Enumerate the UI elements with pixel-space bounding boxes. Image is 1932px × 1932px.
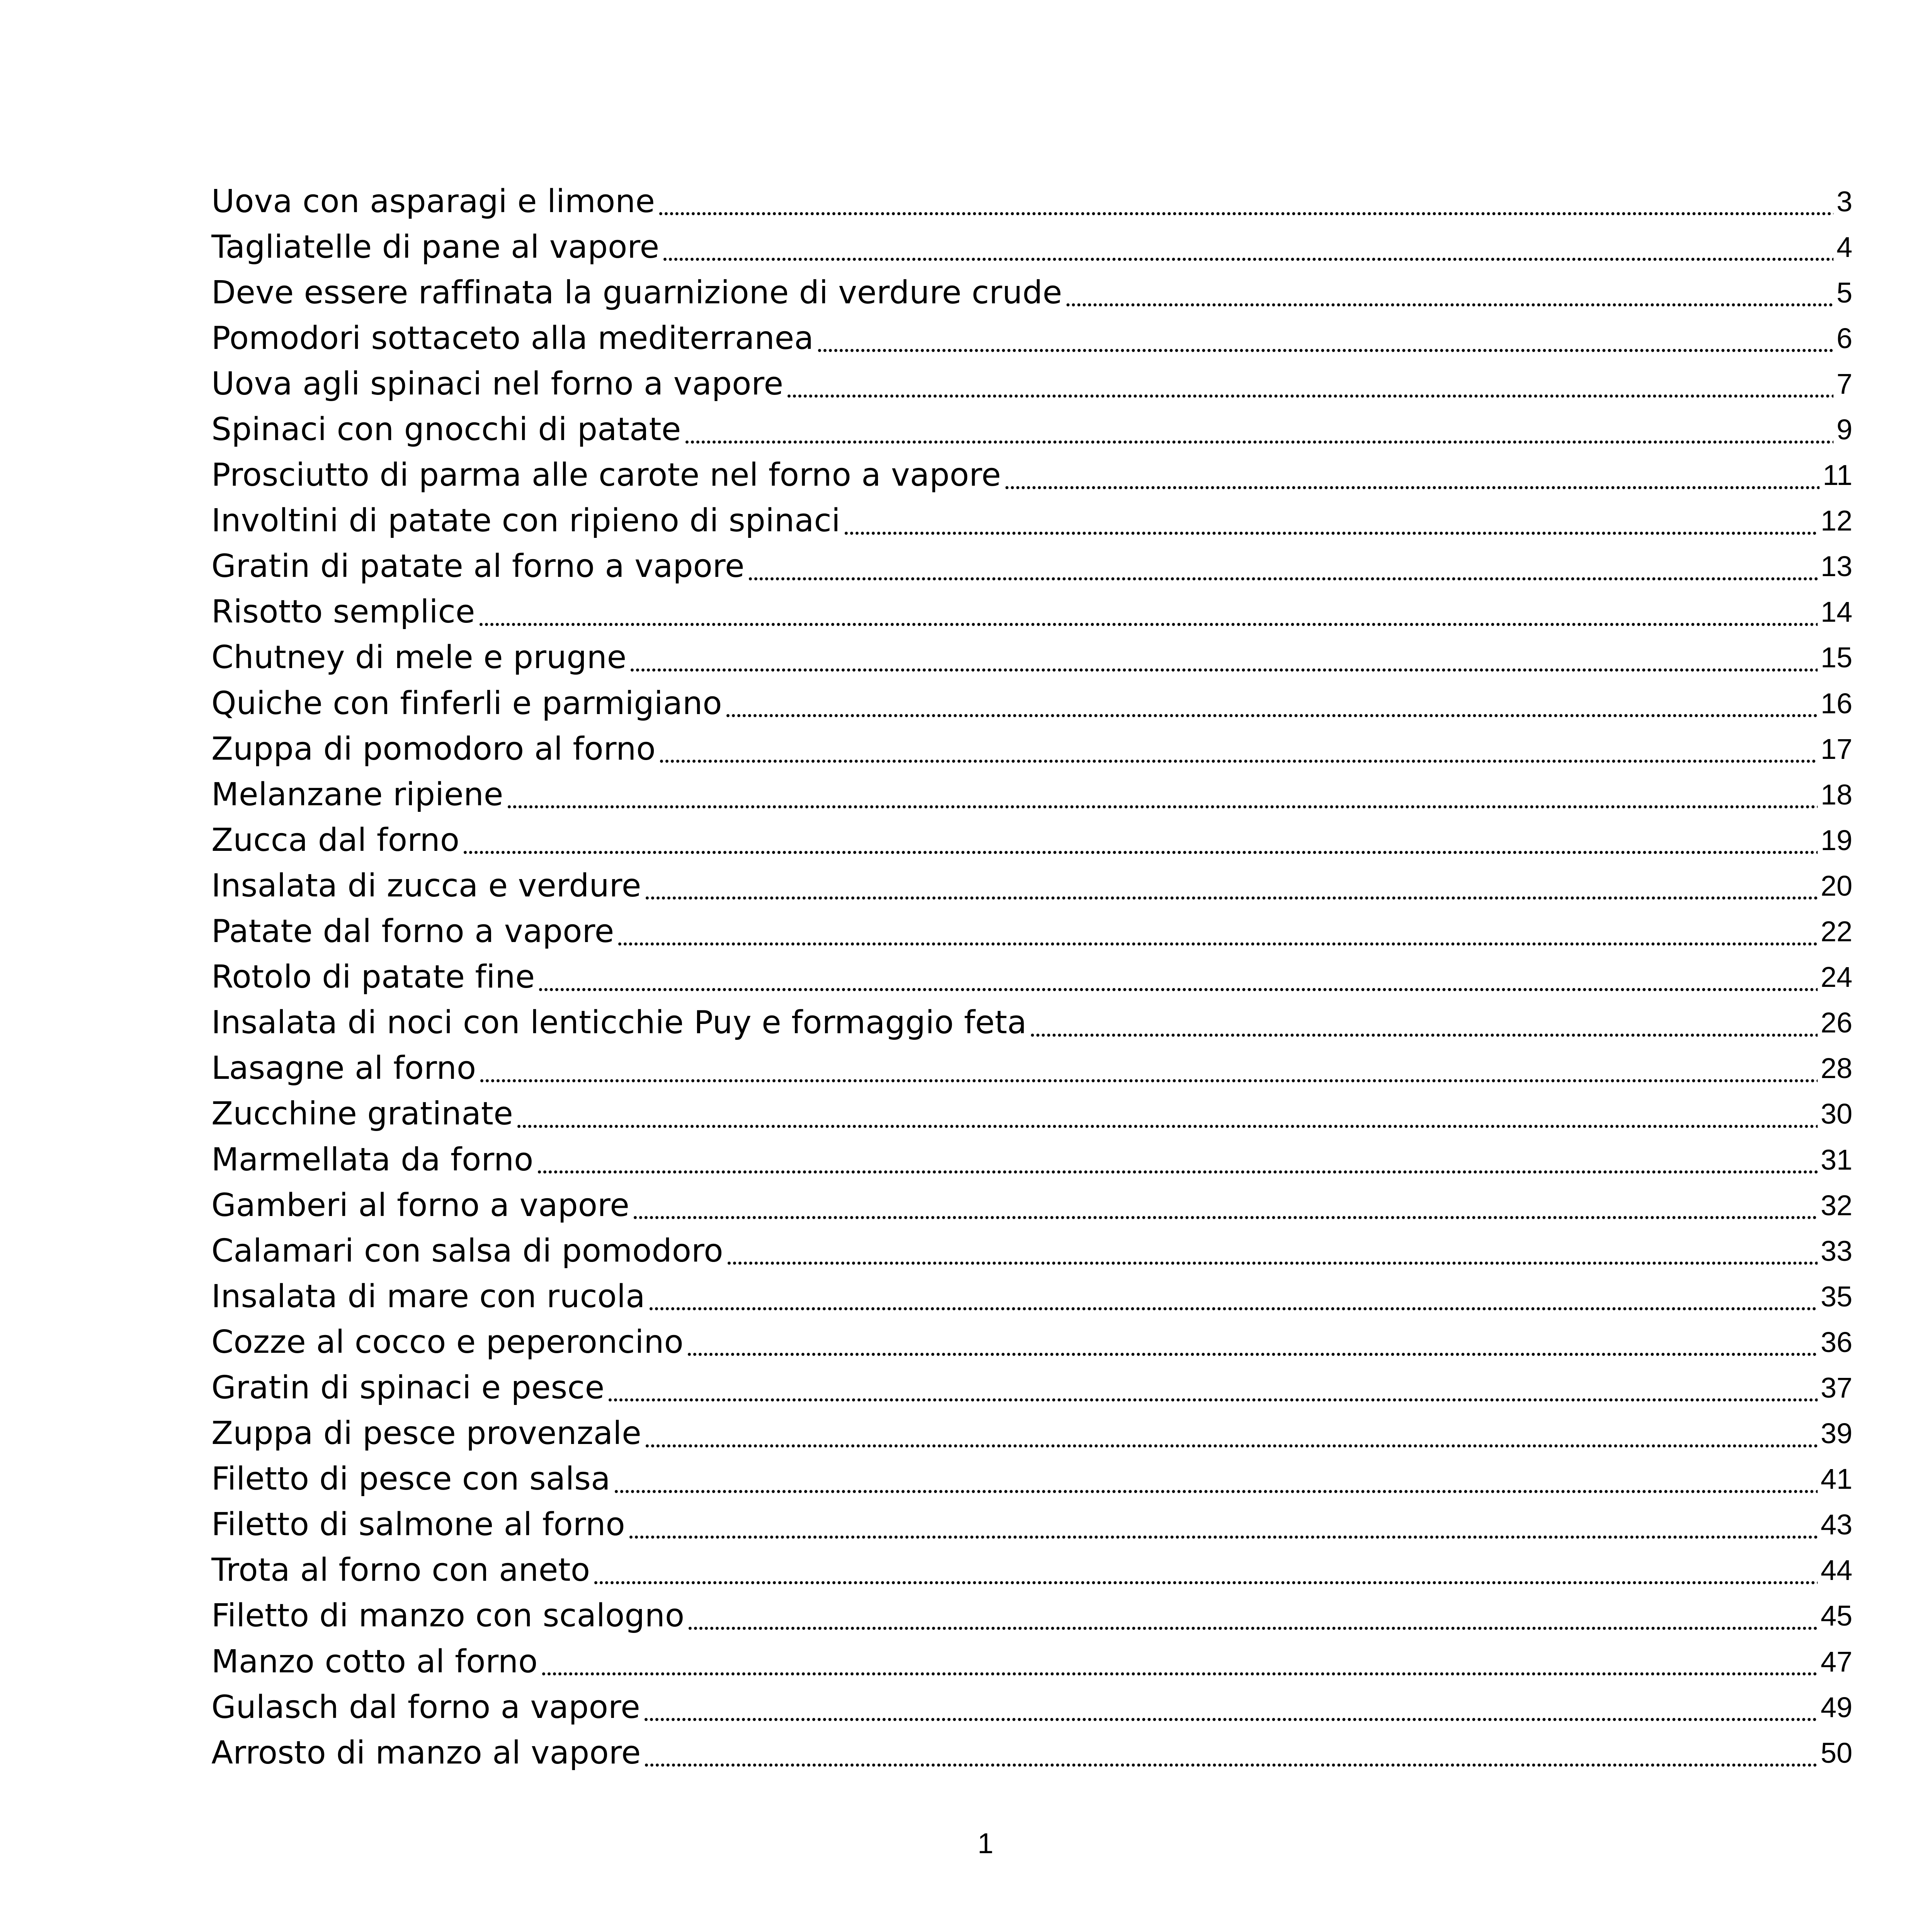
dot-leader <box>687 1600 1817 1632</box>
toc-entry[interactable] <box>211 863 1852 908</box>
toc-entry-title: Insalata di noci con lenticchie Puy e formaggio feta <box>211 1004 1027 1041</box>
toc-entry-page: 14 <box>1820 596 1852 628</box>
dot-leader <box>648 1281 1818 1312</box>
toc-entry-page: 16 <box>1820 687 1852 719</box>
toc-entry-title: Gratin di spinaci e pesce <box>211 1369 605 1406</box>
toc-entry-title: Insalata di mare con rucola <box>211 1278 645 1315</box>
dot-leader <box>516 1098 1818 1130</box>
toc-entry[interactable] <box>211 1319 1852 1365</box>
toc-entry-title: Zuppa di pesce provenzale <box>211 1415 641 1452</box>
toc-entry-page: 32 <box>1820 1189 1852 1221</box>
dot-leader <box>658 185 1833 217</box>
toc-entry-page: 11 <box>1823 459 1852 492</box>
dot-leader <box>684 414 1833 446</box>
toc-entry-title: Prosciutto di parma alle carote nel forno a vapore <box>211 457 1001 494</box>
toc-entry-title: Patate dal forno a vapore <box>211 913 614 950</box>
toc-entry[interactable] <box>211 1730 1852 1776</box>
toc-entry-title: Pomodori sottaceto alla mediterranea <box>211 320 814 357</box>
toc-entry-page: 50 <box>1820 1736 1852 1769</box>
toc-entry-page: 3 <box>1836 185 1852 218</box>
dot-leader <box>593 1554 1817 1586</box>
toc-entry-title: Manzo cotto al forno <box>211 1643 538 1680</box>
dot-leader <box>617 916 1817 947</box>
toc-entry-title: Gamberi al forno a vapore <box>211 1187 630 1224</box>
dot-leader <box>1065 277 1833 308</box>
toc-entry[interactable] <box>211 680 1852 726</box>
dot-leader <box>645 870 1818 901</box>
toc-entry-title: Zucchine gratinate <box>211 1095 513 1133</box>
toc-entry[interactable] <box>211 270 1852 315</box>
toc-entry[interactable] <box>211 589 1852 635</box>
toc-entry-page: 5 <box>1836 276 1852 309</box>
toc-entry[interactable] <box>211 1000 1852 1046</box>
toc-entry-title: Lasagne al forno <box>211 1050 476 1087</box>
dot-leader <box>1004 459 1820 491</box>
toc-entry-title: Trota al forno con aneto <box>211 1552 590 1589</box>
dot-leader <box>645 1418 1818 1449</box>
dot-leader <box>537 1144 1818 1175</box>
toc-entry[interactable] <box>211 1593 1852 1639</box>
toc-entry-title: Quiche con finferli e parmigiano <box>211 685 722 722</box>
toc-entry-title: Filetto di manzo con scalogno <box>211 1597 685 1634</box>
toc-entry[interactable] <box>211 1502 1852 1548</box>
toc-entry[interactable] <box>211 909 1852 954</box>
dot-leader <box>725 687 1818 719</box>
toc-entry-title: Arrosto di manzo al vapore <box>211 1734 641 1771</box>
page-number: 1 <box>977 1827 994 1859</box>
toc-entry[interactable] <box>211 544 1852 589</box>
toc-entry-page: 37 <box>1820 1371 1852 1404</box>
toc-entry[interactable] <box>211 498 1852 544</box>
toc-entry-title: Rotolo di patate fine <box>211 959 535 996</box>
dot-leader <box>628 1509 1818 1541</box>
dot-leader <box>463 824 1817 856</box>
toc-entry[interactable] <box>211 452 1852 498</box>
toc-entry-page: 31 <box>1820 1143 1852 1176</box>
toc-entry[interactable] <box>211 1365 1852 1410</box>
toc-entry-title: Zucca dal forno <box>211 821 460 859</box>
toc-entry-title: Uova agli spinaci nel forno a vapore <box>211 365 784 402</box>
toc-entry[interactable] <box>211 315 1852 361</box>
toc-entry-title: Chutney di mele e prugne <box>211 639 627 676</box>
toc-entry-title: Gratin di patate al forno a vapore <box>211 548 745 585</box>
toc-entry-page: 24 <box>1820 961 1852 993</box>
toc-entry[interactable] <box>211 1684 1852 1730</box>
toc-entry-title: Melanzane ripiene <box>211 776 503 813</box>
toc-entry-page: 43 <box>1820 1509 1852 1541</box>
toc-entry-page: 6 <box>1836 322 1852 354</box>
toc-entry-page: 22 <box>1820 915 1852 948</box>
dot-leader <box>644 1737 1817 1769</box>
toc-entry[interactable] <box>211 817 1852 863</box>
toc-entry-title: Cozze al cocco e peperoncino <box>211 1323 684 1361</box>
dot-leader <box>817 322 1833 354</box>
toc-entry[interactable] <box>211 1639 1852 1684</box>
dot-leader <box>659 733 1818 765</box>
toc-entry-title: Insalata di zucca e verdure <box>211 867 641 904</box>
toc-entry-page: 18 <box>1820 778 1852 811</box>
toc-entry-title: Spinaci con gnocchi di patate <box>211 411 681 448</box>
dot-leader <box>479 1053 1818 1084</box>
toc-entry[interactable] <box>211 406 1852 452</box>
toc-entry[interactable] <box>211 1046 1852 1091</box>
toc-entry[interactable] <box>211 1137 1852 1182</box>
toc-entry-page: 7 <box>1836 367 1852 400</box>
toc-entry-title: Filetto di salmone al forno <box>211 1506 625 1543</box>
toc-entry-title: Zuppa di pomodoro al forno <box>211 730 656 767</box>
toc-entry-page: 9 <box>1836 413 1852 446</box>
dot-leader <box>844 505 1818 537</box>
toc-entry-page: 13 <box>1820 550 1852 583</box>
toc-entry-title: Gulasch dal forno a vapore <box>211 1689 640 1726</box>
table-of-contents <box>211 179 1852 1776</box>
toc-entry-page: 17 <box>1820 733 1852 765</box>
dot-leader <box>633 1189 1818 1221</box>
toc-entry[interactable] <box>211 726 1852 772</box>
toc-entry[interactable] <box>211 1228 1852 1274</box>
toc-entry-page: 36 <box>1820 1326 1852 1358</box>
dot-leader <box>726 1235 1818 1267</box>
toc-entry-page: 49 <box>1820 1691 1852 1723</box>
toc-entry[interactable] <box>211 635 1852 680</box>
toc-entry[interactable] <box>211 1274 1852 1319</box>
toc-entry-page: 4 <box>1836 231 1852 263</box>
toc-entry-title: Calamari con salsa di pomodoro <box>211 1232 723 1269</box>
dot-leader <box>614 1463 1818 1495</box>
toc-entry-page: 28 <box>1820 1052 1852 1085</box>
toc-entry-page: 47 <box>1820 1645 1852 1678</box>
toc-entry[interactable] <box>211 1411 1852 1456</box>
toc-entry-page: 35 <box>1820 1280 1852 1313</box>
toc-entry-page: 20 <box>1820 869 1852 902</box>
dot-leader <box>662 231 1833 263</box>
toc-entry-title: Uova con asparagi e limone <box>211 183 655 220</box>
toc-entry-title: Tagliatelle di pane al vapore <box>211 228 660 265</box>
toc-entry[interactable] <box>211 179 1852 224</box>
toc-entry[interactable] <box>211 224 1852 270</box>
toc-entry[interactable] <box>211 361 1852 406</box>
dot-leader <box>748 551 1818 582</box>
dot-leader <box>1030 1007 1817 1039</box>
toc-entry-title: Involtini di patate con ripieno di spinaci <box>211 502 840 539</box>
toc-entry-page: 15 <box>1820 641 1852 674</box>
toc-entry-page: 44 <box>1820 1554 1852 1587</box>
dot-leader <box>643 1691 1818 1723</box>
dot-leader <box>786 368 1833 400</box>
toc-entry-page: 45 <box>1820 1600 1852 1632</box>
toc-entry-title: Deve essere raffinata la guarnizione di verdure crude <box>211 274 1062 311</box>
toc-entry-page: 33 <box>1820 1235 1852 1267</box>
toc-entry[interactable] <box>211 1548 1852 1593</box>
dot-leader <box>629 642 1817 673</box>
toc-entry-title: Marmellata da forno <box>211 1141 534 1178</box>
dot-leader <box>538 961 1817 993</box>
toc-entry-page: 12 <box>1820 505 1852 537</box>
dot-leader <box>478 596 1818 628</box>
toc-entry-title: Filetto di pesce con salsa <box>211 1461 611 1498</box>
dot-leader <box>607 1372 1817 1403</box>
toc-entry-page: 26 <box>1820 1007 1852 1039</box>
toc-entry[interactable] <box>211 1182 1852 1228</box>
toc-entry[interactable] <box>211 1091 1852 1137</box>
toc-entry-page: 19 <box>1820 824 1852 856</box>
toc-entry[interactable] <box>211 954 1852 1000</box>
dot-leader <box>541 1646 1818 1677</box>
dot-leader <box>507 779 1818 810</box>
toc-entry[interactable] <box>211 1456 1852 1502</box>
toc-entry-page: 41 <box>1820 1463 1852 1495</box>
toc-entry[interactable] <box>211 772 1852 817</box>
toc-entry-page: 30 <box>1820 1098 1852 1130</box>
toc-entry-page: 39 <box>1820 1417 1852 1450</box>
toc-entry-title: Risotto semplice <box>211 594 475 631</box>
dot-leader <box>687 1326 1818 1358</box>
